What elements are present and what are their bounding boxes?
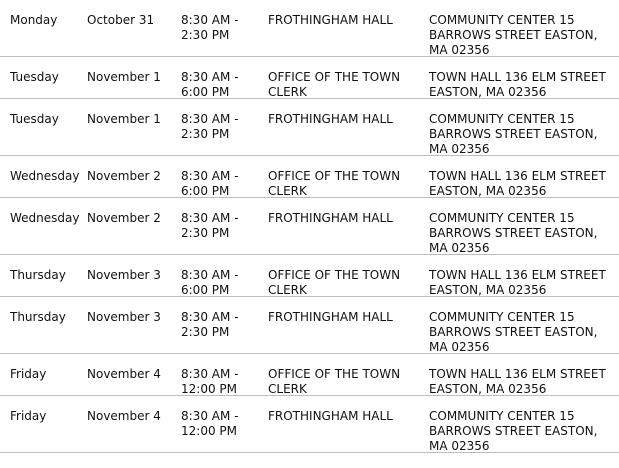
location-cell: OFFICE OF THE TOWN CLERK [268,70,401,99]
date-cell: November 3 [87,310,161,324]
day-cell: Friday [10,367,47,381]
table-row [0,297,619,354]
table-row [0,354,619,396]
address-cell: COMMUNITY CENTER 15 BARROWS STREET EASTON, MA 02356 [429,310,598,354]
location-cell: OFFICE OF THE TOWN CLERK [268,169,401,198]
date-cell: November 2 [87,169,161,183]
location-cell: FROTHINGHAM HALL [268,112,393,126]
date-cell: November 4 [87,367,161,381]
table-row [0,57,619,99]
address-cell: COMMUNITY CENTER 15 BARROWS STREET EASTON, MA 02356 [429,13,598,57]
time-cell: 8:30 AM - 12:00 PM [181,367,239,396]
table-row [0,255,619,297]
time-cell: 8:30 AM - 2:30 PM [181,13,239,42]
location-cell: FROTHINGHAM HALL [268,211,393,225]
date-cell: November 4 [87,409,161,423]
time-cell: 8:30 AM - 6:00 PM [181,169,239,198]
address-cell: COMMUNITY CENTER 15 BARROWS STREET EASTON, MA 02356 [429,409,598,453]
location-cell: FROTHINGHAM HALL [268,310,393,324]
date-cell: October 31 [87,13,155,27]
day-cell: Thursday [10,310,66,324]
location-cell: FROTHINGHAM HALL [268,13,393,27]
time-cell: 8:30 AM - 6:00 PM [181,70,239,99]
time-cell: 8:30 AM - 6:00 PM [181,268,239,297]
day-cell: Friday [10,409,47,423]
date-cell: November 3 [87,268,161,282]
table-row [0,99,619,156]
day-cell: Wednesday [10,169,80,183]
day-cell: Tuesday [10,70,59,84]
date-cell: November 1 [87,70,161,84]
day-cell: Tuesday [10,112,59,126]
day-cell: Thursday [10,268,66,282]
location-cell: OFFICE OF THE TOWN CLERK [268,268,401,297]
address-cell: COMMUNITY CENTER 15 BARROWS STREET EASTON, MA 02356 [429,211,598,255]
address-cell: TOWN HALL 136 ELM STREET EASTON, MA 02356 [429,70,606,99]
location-cell: FROTHINGHAM HALL [268,409,393,423]
date-cell: November 1 [87,112,161,126]
table-row [0,396,619,453]
time-cell: 8:30 AM - 2:30 PM [181,310,239,339]
time-cell: 8:30 AM - 12:00 PM [181,409,239,438]
address-cell: TOWN HALL 136 ELM STREET EASTON, MA 02356 [429,367,606,396]
time-cell: 8:30 AM - 2:30 PM [181,211,239,240]
day-cell: Monday [10,13,58,27]
address-cell: COMMUNITY CENTER 15 BARROWS STREET EASTON, MA 02356 [429,112,598,156]
table-row [0,156,619,198]
date-cell: November 2 [87,211,161,225]
address-cell: TOWN HALL 136 ELM STREET EASTON, MA 02356 [429,268,606,297]
table-row [0,0,619,57]
table-row [0,198,619,255]
address-cell: TOWN HALL 136 ELM STREET EASTON, MA 02356 [429,169,606,198]
time-cell: 8:30 AM - 2:30 PM [181,112,239,141]
location-cell: OFFICE OF THE TOWN CLERK [268,367,401,396]
day-cell: Wednesday [10,211,80,225]
